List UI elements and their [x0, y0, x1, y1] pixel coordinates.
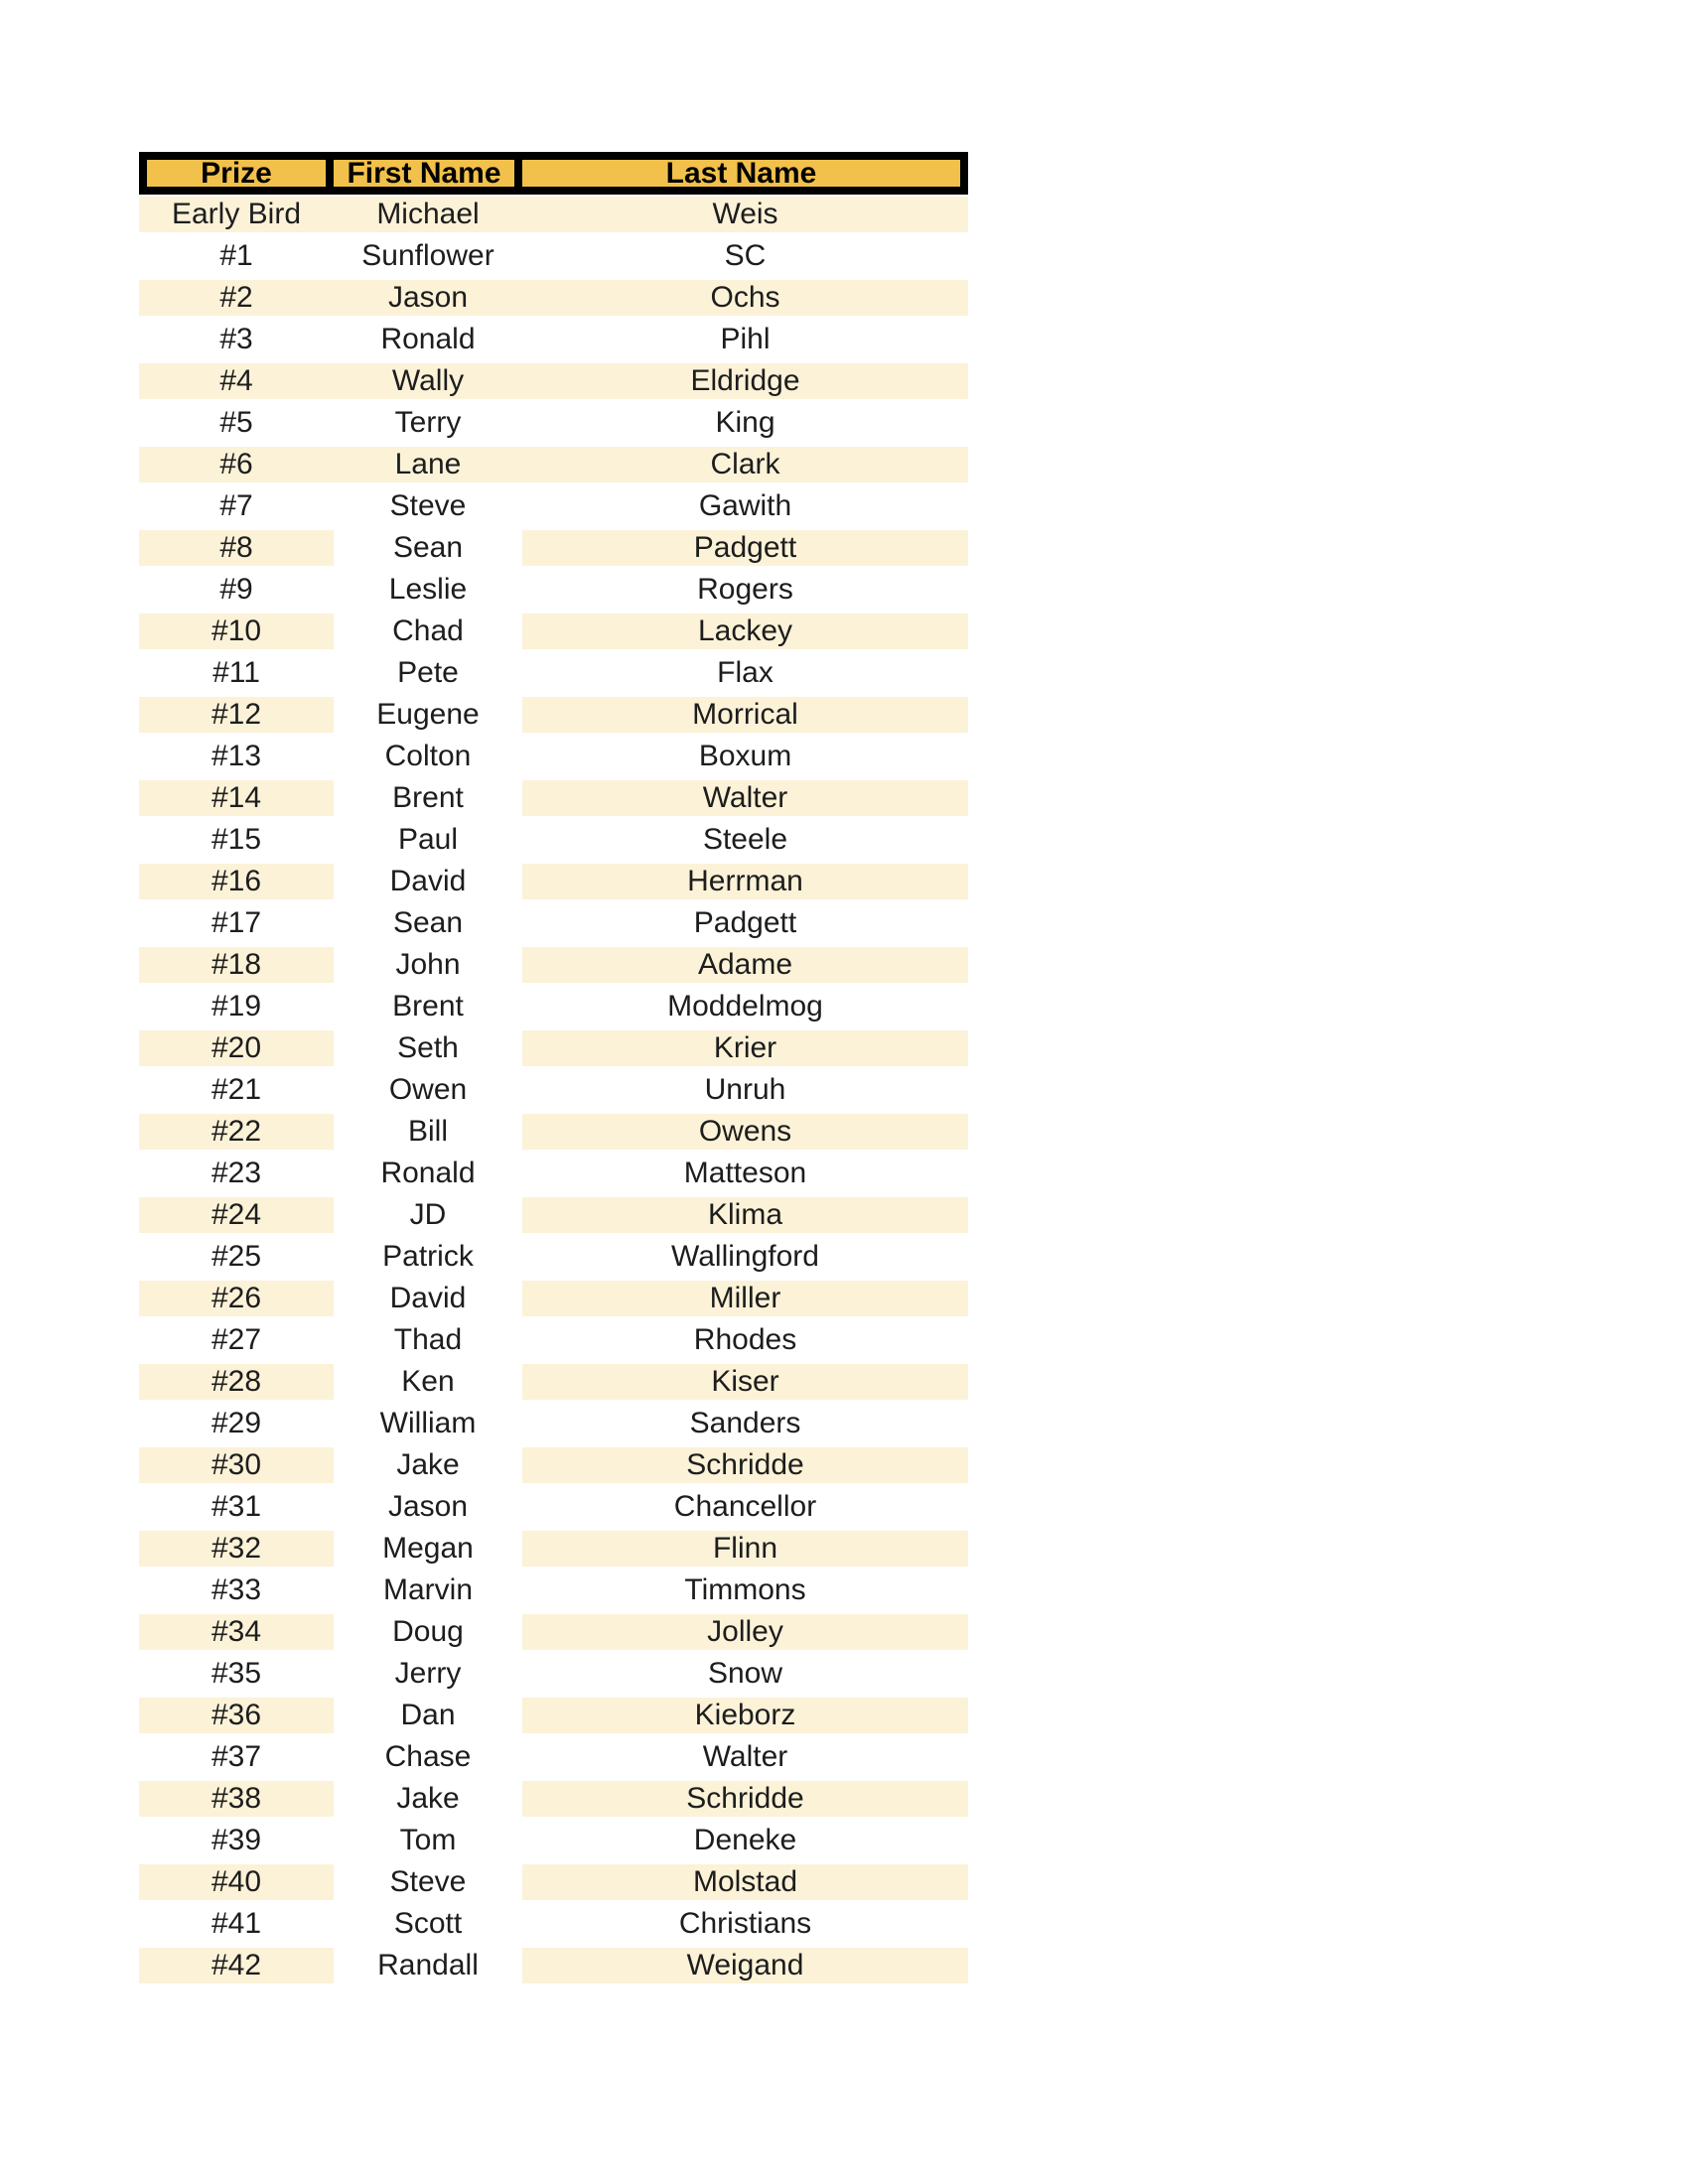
table-row [139, 1320, 968, 1362]
table-row [139, 236, 968, 278]
last-name-cell: Unruh [522, 1070, 968, 1112]
last-name-cell: Miller [522, 1279, 968, 1320]
last-name-cell: Walter [522, 778, 968, 820]
prize-cell: #25 [139, 1237, 334, 1279]
first-name-cell: Michael [334, 195, 522, 236]
table-row [139, 737, 968, 778]
last-name-cell: Krier [522, 1028, 968, 1070]
prize-cell: #3 [139, 320, 334, 361]
prize-cell: #16 [139, 862, 334, 903]
winners-table [139, 152, 968, 1987]
last-name-cell: Pihl [522, 320, 968, 361]
last-name-cell: Snow [522, 1654, 968, 1696]
prize-cell: #41 [139, 1904, 334, 1946]
first-name-cell: Ronald [334, 1154, 522, 1195]
first-name-cell: Steve [334, 1862, 522, 1904]
prize-cell: #11 [139, 653, 334, 695]
prize-cell: #20 [139, 1028, 334, 1070]
last-name-cell: King [522, 403, 968, 445]
table-row [139, 1821, 968, 1862]
prize-cell: #33 [139, 1570, 334, 1612]
first-name-cell: Ken [334, 1362, 522, 1404]
table-row [139, 653, 968, 695]
table-header-row [139, 152, 968, 195]
table-row [139, 1654, 968, 1696]
table-row [139, 1279, 968, 1320]
table-row [139, 361, 968, 403]
prize-cell: #28 [139, 1362, 334, 1404]
last-name-cell: Clark [522, 445, 968, 486]
prize-cell: Early Bird [139, 195, 334, 236]
first-name-cell: David [334, 862, 522, 903]
prize-cell: #29 [139, 1404, 334, 1445]
last-name-cell: Rhodes [522, 1320, 968, 1362]
last-name-cell: Padgett [522, 528, 968, 570]
table-row [139, 1237, 968, 1279]
first-name-cell: Paul [334, 820, 522, 862]
first-name-cell: Sean [334, 903, 522, 945]
last-name-cell: Christians [522, 1904, 968, 1946]
prize-cell: #7 [139, 486, 334, 528]
table-row [139, 695, 968, 737]
table-row [139, 820, 968, 862]
last-name-cell: Boxum [522, 737, 968, 778]
table-row [139, 778, 968, 820]
table-row [139, 1195, 968, 1237]
first-name-cell: Dan [334, 1696, 522, 1737]
prize-cell: #39 [139, 1821, 334, 1862]
prize-cell: #4 [139, 361, 334, 403]
first-name-cell: Tom [334, 1821, 522, 1862]
last-name-cell: Matteson [522, 1154, 968, 1195]
first-name-cell: Jason [334, 1487, 522, 1529]
table-row [139, 1112, 968, 1154]
prize-cell: #24 [139, 1195, 334, 1237]
prize-cell: #26 [139, 1279, 334, 1320]
last-name-cell: Padgett [522, 903, 968, 945]
first-name-cell: Lane [334, 445, 522, 486]
prize-cell: #1 [139, 236, 334, 278]
last-name-cell: Flinn [522, 1529, 968, 1570]
table-row [139, 320, 968, 361]
last-name-cell: Herrman [522, 862, 968, 903]
last-name-cell: Jolley [522, 1612, 968, 1654]
first-name-cell: Jake [334, 1445, 522, 1487]
last-name-cell: Steele [522, 820, 968, 862]
prize-cell: #10 [139, 612, 334, 653]
last-name-cell: Schridde [522, 1779, 968, 1821]
prize-cell: #5 [139, 403, 334, 445]
last-name-cell: Sanders [522, 1404, 968, 1445]
first-name-cell: Megan [334, 1529, 522, 1570]
last-name-cell: Owens [522, 1112, 968, 1154]
prize-cell: #6 [139, 445, 334, 486]
table-row [139, 903, 968, 945]
table-row [139, 1529, 968, 1570]
table-row [139, 1612, 968, 1654]
prize-cell: #36 [139, 1696, 334, 1737]
prize-cell: #30 [139, 1445, 334, 1487]
first-name-cell: Jason [334, 278, 522, 320]
last-name-cell: Deneke [522, 1821, 968, 1862]
table-row [139, 486, 968, 528]
last-name-cell: Eldridge [522, 361, 968, 403]
first-name-cell: Terry [334, 403, 522, 445]
first-name-cell: Chad [334, 612, 522, 653]
first-name-cell: Brent [334, 778, 522, 820]
prize-cell: #40 [139, 1862, 334, 1904]
prize-winners-table [139, 152, 968, 1987]
first-name-cell: Chase [334, 1737, 522, 1779]
first-name-cell: William [334, 1404, 522, 1445]
first-name-cell: Colton [334, 737, 522, 778]
last-name-cell: Rogers [522, 570, 968, 612]
table-row [139, 1570, 968, 1612]
header-prize: Prize [139, 152, 334, 195]
last-name-cell: Chancellor [522, 1487, 968, 1529]
table-row [139, 612, 968, 653]
table-row [139, 862, 968, 903]
table-row [139, 278, 968, 320]
first-name-cell: Ronald [334, 320, 522, 361]
header-first-name: First Name [334, 152, 522, 195]
prize-cell: #21 [139, 1070, 334, 1112]
first-name-cell: Pete [334, 653, 522, 695]
table-row [139, 1904, 968, 1946]
first-name-cell: Scott [334, 1904, 522, 1946]
prize-cell: #27 [139, 1320, 334, 1362]
first-name-cell: Thad [334, 1320, 522, 1362]
table-row [139, 1362, 968, 1404]
first-name-cell: Doug [334, 1612, 522, 1654]
prize-cell: #38 [139, 1779, 334, 1821]
first-name-cell: Owen [334, 1070, 522, 1112]
first-name-cell: Sunflower [334, 236, 522, 278]
table-row [139, 1779, 968, 1821]
table-row [139, 1487, 968, 1529]
table-body [139, 195, 968, 1987]
last-name-cell: Morrical [522, 695, 968, 737]
table-row [139, 1862, 968, 1904]
table-row [139, 445, 968, 486]
first-name-cell: Bill [334, 1112, 522, 1154]
prize-cell: #15 [139, 820, 334, 862]
table-row [139, 195, 968, 236]
prize-cell: #18 [139, 945, 334, 987]
table-row [139, 1946, 968, 1987]
last-name-cell: Walter [522, 1737, 968, 1779]
prize-cell: #35 [139, 1654, 334, 1696]
prize-cell: #31 [139, 1487, 334, 1529]
last-name-cell: Moddelmog [522, 987, 968, 1028]
first-name-cell: Seth [334, 1028, 522, 1070]
prize-cell: #13 [139, 737, 334, 778]
last-name-cell: Lackey [522, 612, 968, 653]
first-name-cell: Wally [334, 361, 522, 403]
table-row [139, 570, 968, 612]
last-name-cell: Schridde [522, 1445, 968, 1487]
last-name-cell: Adame [522, 945, 968, 987]
last-name-cell: Ochs [522, 278, 968, 320]
table-row [139, 1154, 968, 1195]
first-name-cell: Randall [334, 1946, 522, 1987]
prize-cell: #34 [139, 1612, 334, 1654]
first-name-cell: Leslie [334, 570, 522, 612]
prize-cell: #8 [139, 528, 334, 570]
header-last-name: Last Name [522, 152, 968, 195]
first-name-cell: Sean [334, 528, 522, 570]
table-row [139, 1070, 968, 1112]
prize-cell: #32 [139, 1529, 334, 1570]
first-name-cell: Jerry [334, 1654, 522, 1696]
table-row [139, 403, 968, 445]
first-name-cell: John [334, 945, 522, 987]
last-name-cell: Kieborz [522, 1696, 968, 1737]
prize-cell: #23 [139, 1154, 334, 1195]
prize-cell: #17 [139, 903, 334, 945]
last-name-cell: Timmons [522, 1570, 968, 1612]
last-name-cell: Kiser [522, 1362, 968, 1404]
table-row [139, 1737, 968, 1779]
table-row [139, 528, 968, 570]
last-name-cell: Weigand [522, 1946, 968, 1987]
first-name-cell: Marvin [334, 1570, 522, 1612]
first-name-cell: David [334, 1279, 522, 1320]
last-name-cell: Wallingford [522, 1237, 968, 1279]
table-row [139, 1028, 968, 1070]
first-name-cell: Steve [334, 486, 522, 528]
table-row [139, 1445, 968, 1487]
table-row [139, 1404, 968, 1445]
prize-cell: #9 [139, 570, 334, 612]
last-name-cell: Flax [522, 653, 968, 695]
table-row [139, 987, 968, 1028]
table-row [139, 1696, 968, 1737]
last-name-cell: Gawith [522, 486, 968, 528]
last-name-cell: Klima [522, 1195, 968, 1237]
first-name-cell: JD [334, 1195, 522, 1237]
prize-cell: #37 [139, 1737, 334, 1779]
prize-cell: #42 [139, 1946, 334, 1987]
first-name-cell: Patrick [334, 1237, 522, 1279]
prize-cell: #12 [139, 695, 334, 737]
prize-cell: #14 [139, 778, 334, 820]
prize-cell: #22 [139, 1112, 334, 1154]
prize-cell: #2 [139, 278, 334, 320]
last-name-cell: Molstad [522, 1862, 968, 1904]
first-name-cell: Eugene [334, 695, 522, 737]
first-name-cell: Jake [334, 1779, 522, 1821]
prize-cell: #19 [139, 987, 334, 1028]
table-row [139, 945, 968, 987]
last-name-cell: Weis [522, 195, 968, 236]
last-name-cell: SC [522, 236, 968, 278]
first-name-cell: Brent [334, 987, 522, 1028]
